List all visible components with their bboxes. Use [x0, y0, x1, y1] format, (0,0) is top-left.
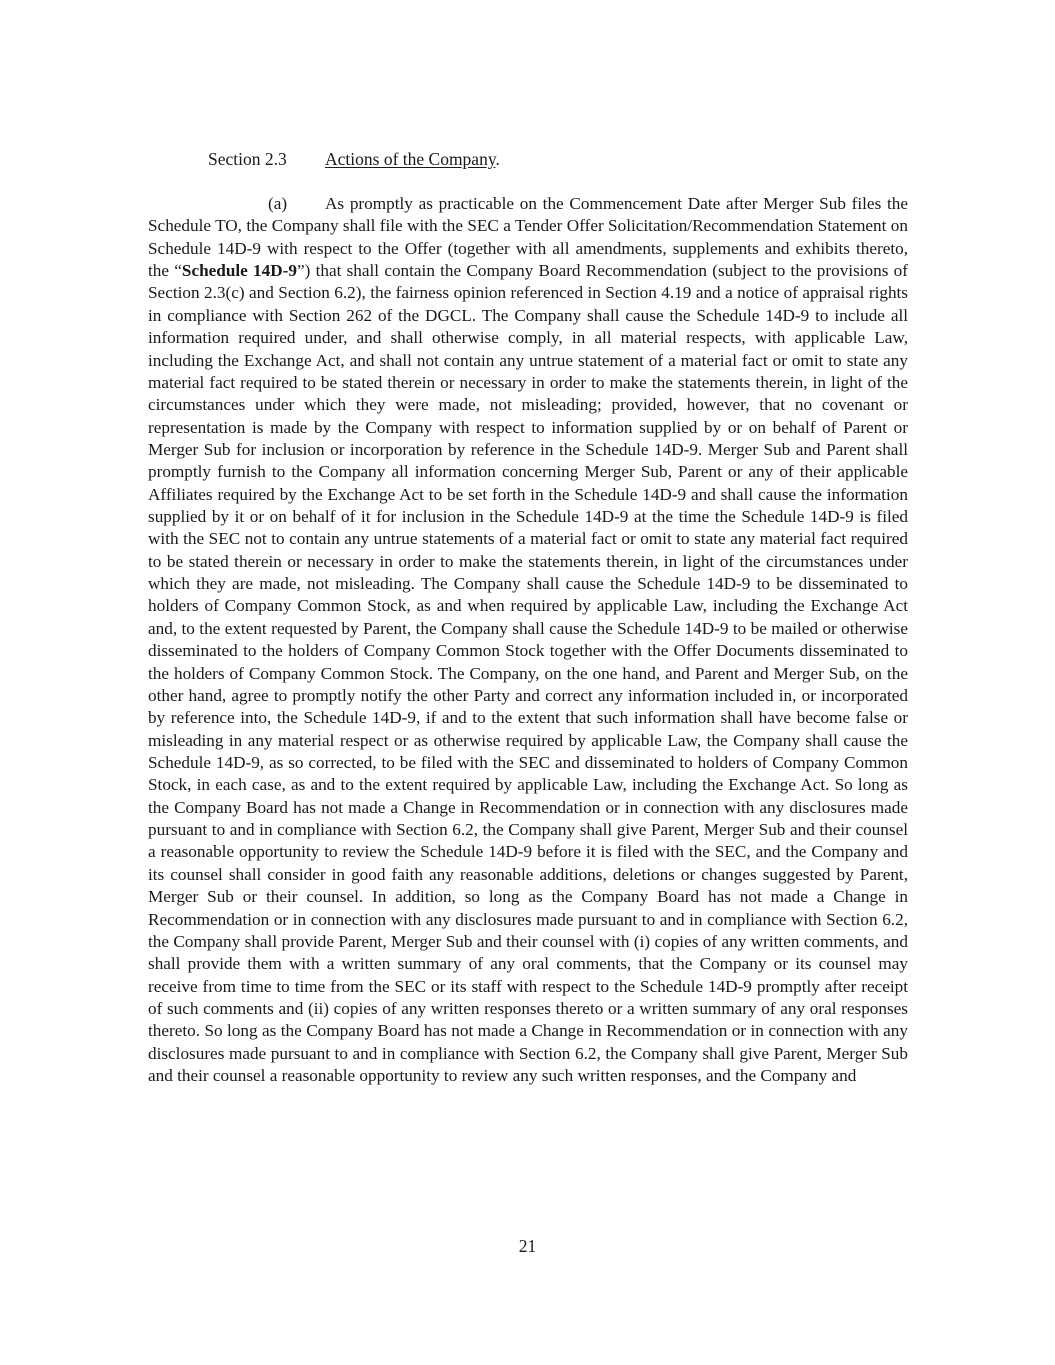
section-title: Actions of the Company — [325, 149, 496, 169]
paragraph-a — [148, 193, 908, 1087]
paragraph-marker: (a) — [268, 194, 288, 213]
section-number: Section 2.3 — [208, 149, 287, 169]
paragraph-text-part-2: ”) that shall contain the Company Board Recommendation (subject to the provisions of Section 2.3(c) and Section 6.2), the fairness opinion referenced in Section 4.19 and a notice of appraisal rights in compliance with Section 262 of the DGCL. The Company shall cause the Schedule 14D-9 to include all information required under, and shall otherwise comply, in all material respects, with applicable Law, including the Exchange Act, and shall not contain any untrue statement of a material fact or omit to state any material fact required to be stated therein or necessary in order to make the statements therein, in light of the circumstances under which they were made, not misleading; provided, however, that no covenant or representation is made by the Company with respect to information supplied by or on behalf of Parent or Merger Sub for inclusion or incorporation by reference in the Schedule 14D-9. Merger Sub and Parent shall promptly furnish to the Company all information concerning Merger Sub, Parent or any of their applicable Affiliates required by the Exchange Act to be set forth in the Schedule 14D-9 and shall cause the information supplied by it or on behalf of it for inclusion in the Schedule 14D-9 at the time the Schedule 14D-9 is filed with the SEC not to contain any untrue statements of a material fact or omit to state any material fact required to be stated therein or necessary in order to make the statements therein, in light of the circumstances under which they are made, not misleading. The Company shall cause the Schedule 14D-9 to be disseminated to holders of Company Common Stock, as and when required by applicable Law, including the Exchange Act and, to the extent requested by Parent, the Company shall cause the Schedule 14D-9 to be mailed or otherwise disseminated to the holders of Company Common Stock together with the Offer Documents disseminated to the holders of Company Common Stock. The Company, on the one hand, and Parent and Merger Sub, on the other hand, agree to promptly notify the other Party and correct any information included in, or incorporated by reference into, the Schedule 14D-9, if and to the extent that such information shall have become false or misleading in any material respect or as otherwise required by applicable Law, the Company shall cause the Schedule 14D-9, as so corrected, to be filed with the SEC and disseminated to holders of Company Common Stock, in each case, as and to the extent required by applicable Law, including the Exchange Act. So long as the Company Board has not made a Change in Recommendation or in connection with any disclosures made pursuant to and in compliance with Section 6.2, the Company shall give Parent, Merger Sub and their counsel a reasonable opportunity to review the Schedule 14D-9 before it is filed with the SEC, and the Company and its counsel shall consider in good faith any reasonable additions, deletions or changes suggested by Parent, Merger Sub or their counsel. In addition, so long as the Company Board has not made a Change in Recommendation or in connection with any disclosures made pursuant to and in compliance with Section 6.2, the Company shall provide Parent, Merger Sub and their counsel with (i) copies of any written comments, and shall provide them with a written summary of any oral comments, that the Company or its counsel may receive from time to time from the SEC or its staff with respect to the Schedule 14D-9 promptly after receipt of such comments and (ii) copies of any written responses thereto or a written summary of any oral responses thereto. So long as the Company Board has not made a Change in Recommendation or in connection with any disclosures made pursuant to and in compliance with Section 6.2, the Company shall give Parent, Merger Sub and their counsel a reasonable opportunity to review any such written responses, and the Company and — [148, 261, 908, 1086]
section-heading — [208, 148, 500, 170]
page-number: 21 — [518, 1236, 537, 1256]
section-title-period: . — [495, 149, 500, 169]
defined-term: Schedule 14D-9 — [181, 261, 297, 281]
paragraph-text-part-1: As promptly as practicable on the Commencement Date after Merger Sub files the Schedule TO, the Company shall file with the SEC a Tender Offer Solicitation/Recommendation Statement on Schedule 14D-9 with respect to the Offer (together with all amendments, supplements and exhibits thereto, the “ — [148, 194, 908, 281]
